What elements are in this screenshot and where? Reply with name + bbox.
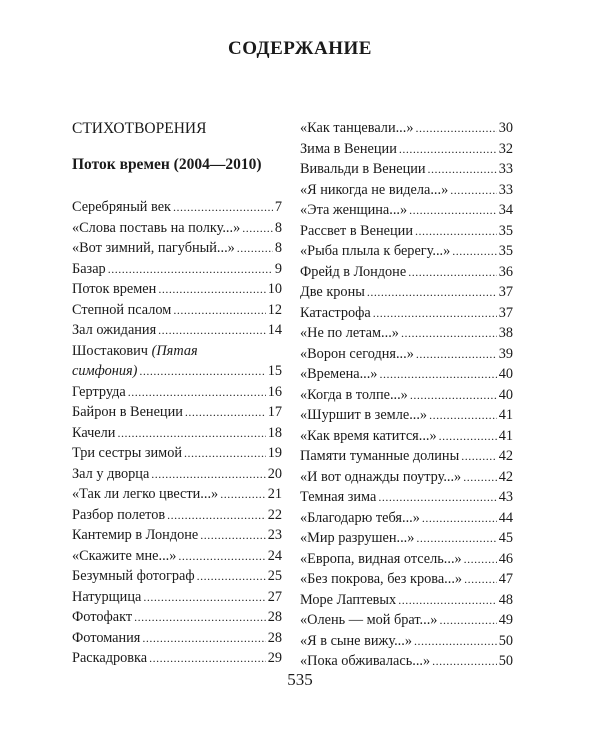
toc-entry[interactable]: [300, 631, 513, 652]
toc-entry-page: 28: [267, 609, 282, 625]
toc-entry-page: 21: [267, 486, 282, 502]
toc-entry-page: 17: [267, 404, 282, 420]
toc-entry-page: 7: [274, 199, 282, 215]
toc-entry-title: Рассвет в Венеции: [300, 222, 413, 239]
toc-entry-page: 12: [267, 301, 282, 318]
toc-entry-page: 36: [498, 263, 513, 280]
toc-entry-page: 50: [498, 653, 513, 669]
toc-entry-page: 8: [274, 219, 282, 236]
toc-entry-title: «Олень — мой брат...»: [300, 612, 438, 628]
dot-leader: [134, 607, 266, 628]
toc-entry-page: 25: [267, 568, 282, 584]
toc-entry[interactable]: [300, 180, 513, 201]
dot-leader: [178, 546, 265, 567]
toc-entry-page: 41: [498, 427, 513, 444]
toc-entry-title: Зима в Венеции: [300, 140, 397, 157]
toc-entry-title-italic: симфония): [72, 363, 138, 379]
toc-entry-title: «Скажите мне...»: [72, 547, 177, 564]
toc-entry[interactable]: [300, 467, 513, 488]
toc-entry-title: «И вот однажды поутру...»: [300, 468, 462, 485]
toc-entry[interactable]: [72, 259, 282, 280]
toc-entry-title: «Я никогда не видела...»: [300, 181, 449, 198]
toc-entry-title: «Не по летам...»: [300, 325, 399, 341]
toc-entry-title: Безумный фотограф: [72, 568, 195, 584]
toc-entry-title: «Как танцевали...»: [300, 120, 414, 136]
toc-entry-title: Байрон в Венеции: [72, 404, 183, 420]
dot-leader: [149, 648, 266, 669]
toc-entry-page: 46: [498, 550, 513, 567]
toc-entry-title: Катастрофа: [300, 304, 371, 321]
toc-entry-title: «Шуршит в земле...»: [300, 407, 428, 423]
toc-entry[interactable]: [72, 423, 282, 444]
toc-entry[interactable]: [300, 651, 513, 672]
toc-entry[interactable]: [300, 282, 513, 303]
toc-entry[interactable]: [300, 344, 513, 365]
toc-entry-page: 42: [498, 468, 513, 485]
dot-leader: [399, 139, 497, 160]
toc-entry-title: Вивальди в Венеции: [300, 161, 426, 177]
toc-column-left: [72, 118, 282, 669]
toc-entry-page: 9: [274, 260, 282, 277]
dot-leader: [167, 505, 266, 526]
dot-leader: [373, 303, 497, 324]
toc-entry-title: «Мир разрушен...»: [300, 530, 415, 546]
dot-leader: [439, 610, 496, 631]
toc-entry-title: «Европа, видная отсель...»: [300, 550, 462, 567]
toc-entry-title: Фотофакт: [72, 609, 133, 625]
toc-entry-title: Море Лаптевых: [300, 591, 397, 608]
toc-entry-page: 10: [267, 281, 282, 297]
toc-entry[interactable]: [300, 303, 513, 324]
toc-entry[interactable]: [72, 648, 282, 669]
toc-entry-page: 15: [267, 363, 282, 379]
toc-entry-page: 47: [498, 571, 513, 587]
dot-leader: [139, 361, 265, 382]
toc-entry[interactable]: [300, 159, 513, 180]
dot-leader: [415, 118, 496, 139]
dot-leader: [414, 631, 497, 652]
toc-entry[interactable]: [72, 238, 282, 259]
toc-entry-title: Натурщица: [72, 588, 142, 605]
toc-entry-title: Две кроны: [300, 284, 365, 300]
dot-leader: [416, 528, 496, 549]
toc-entry[interactable]: [72, 300, 282, 321]
toc-entry-title: Зал у дворца: [72, 465, 150, 482]
dot-leader: [464, 549, 497, 570]
dot-leader: [401, 323, 497, 344]
dot-leader: [450, 180, 496, 201]
toc-entry[interactable]: [72, 402, 282, 423]
toc-entry-title: Шостакович: [72, 342, 149, 359]
toc-entry-title: Фрейд в Лондоне: [300, 263, 407, 280]
dot-leader: [108, 259, 273, 280]
dot-leader: [461, 446, 497, 467]
dot-leader: [415, 221, 497, 242]
toc-entry[interactable]: [72, 464, 282, 485]
toc-entry[interactable]: [300, 241, 513, 262]
toc-entry[interactable]: [300, 405, 513, 426]
toc-entry[interactable]: [72, 320, 282, 341]
toc-entry-title: Степной псалом: [72, 301, 172, 318]
toc-entry-title: Кантемир в Лондоне: [72, 527, 199, 543]
toc-entry-page: 30: [498, 120, 513, 136]
toc-entry[interactable]: [300, 426, 513, 447]
dot-leader: [197, 566, 266, 587]
toc-entry[interactable]: [300, 569, 513, 590]
dot-leader: [428, 159, 497, 180]
toc-entry[interactable]: [72, 382, 282, 403]
toc-entry[interactable]: [72, 279, 282, 300]
toc-entry-page: 38: [498, 325, 513, 341]
toc-entry[interactable]: [300, 200, 513, 221]
toc-entry-page: 50: [498, 632, 513, 649]
toc-entry-title: «Ворон сегодня...»: [300, 345, 414, 362]
toc-entry[interactable]: [72, 546, 282, 567]
toc-entry-page: 22: [267, 506, 282, 523]
toc-entry[interactable]: [72, 505, 282, 526]
toc-entry-title: «Времена...»: [300, 366, 378, 382]
toc-entry-page: 29: [267, 650, 282, 666]
toc-entry-page: 48: [498, 591, 513, 608]
toc-entry-page: 41: [498, 407, 513, 423]
toc-entry-page: 24: [267, 547, 282, 564]
toc-entry-title: «Слова поставь на полку...»: [72, 219, 241, 236]
toc-entry-title: Темная зима: [300, 489, 377, 505]
dot-leader: [422, 508, 497, 529]
toc-entry-title: «Эта женщина...»: [300, 202, 408, 218]
toc-entry[interactable]: [300, 323, 513, 344]
toc-entry-page: 49: [498, 612, 513, 628]
toc-entry-page: 35: [498, 222, 513, 239]
dot-leader: [200, 525, 265, 546]
toc-entry[interactable]: [300, 508, 513, 529]
dot-leader: [143, 587, 265, 608]
toc-entry-title: «Благодарю тебя...»: [300, 509, 420, 526]
toc-entry-title: «Пока обживалась...»: [300, 653, 431, 669]
dot-leader: [416, 344, 497, 365]
toc-entry-title: «Рыба плыла к берегу...»: [300, 243, 451, 259]
toc-entry[interactable]: [300, 262, 513, 283]
toc-entry-title: Раскадровка: [72, 650, 148, 666]
dot-leader: [398, 590, 497, 611]
toc-entry-title: «Вот зимний, пагубный...»: [72, 240, 235, 256]
toc-entry[interactable]: [300, 487, 513, 508]
toc-entry[interactable]: [300, 385, 513, 406]
dot-leader: [378, 487, 496, 508]
toc-entry-page: 27: [267, 588, 282, 605]
toc-entry-page: 33: [498, 161, 513, 177]
dot-leader: [158, 320, 266, 341]
toc-entry-page: 16: [267, 383, 282, 400]
toc-column-right: [300, 118, 513, 672]
toc-entry[interactable]: [72, 525, 282, 546]
toc-entry[interactable]: [72, 218, 282, 239]
toc-entry-page: 35: [498, 243, 513, 259]
toc-entry-title: «Я в сыне вижу...»: [300, 632, 412, 649]
toc-entry-page: 23: [267, 527, 282, 543]
toc-entry-title: Базар: [72, 260, 106, 277]
toc-entry-title: Гертруда: [72, 383, 126, 400]
toc-entry-title: Серебряный век: [72, 199, 171, 215]
dot-leader: [464, 569, 497, 590]
toc-entry[interactable]: [72, 197, 282, 218]
dot-leader: [410, 385, 497, 406]
toc-entry-wrapped-first-line[interactable]: [72, 341, 282, 362]
toc-entry-page: 20: [267, 465, 282, 482]
dot-leader: [151, 464, 265, 485]
toc-entry-title: «Без покрова, без крова...»: [300, 571, 463, 587]
toc-entry[interactable]: [300, 221, 513, 242]
toc-entry-title: Памяти туманные долины: [300, 448, 460, 464]
toc-entry-title: Три сестры зимой: [72, 445, 183, 461]
toc-entry[interactable]: [300, 364, 513, 385]
toc-entry-page: 45: [498, 530, 513, 546]
subsection-heading: Поток времен (2004—2010): [72, 156, 262, 173]
dot-leader: [185, 402, 266, 423]
toc-entry-title: Фотомания: [72, 629, 141, 646]
toc-entry-title-italic: (Пятая: [151, 342, 198, 359]
dot-leader: [429, 405, 497, 426]
toc-entry-title: «Как время катится...»: [300, 427, 437, 444]
toc-entry-page: 33: [498, 181, 513, 198]
dot-leader: [432, 651, 497, 672]
toc-entry[interactable]: [300, 549, 513, 570]
toc-entry-page: 18: [267, 424, 282, 441]
toc-entry-title: Разбор полетов: [72, 506, 166, 523]
toc-entry-page: 37: [498, 284, 513, 300]
toc-entry[interactable]: [72, 607, 282, 628]
toc-entry-title: «Так ли легко цвести...»: [72, 486, 219, 502]
toc-entry[interactable]: [72, 484, 282, 505]
section-heading: СТИХОТВОРЕНИЯ: [72, 120, 207, 137]
toc-entry-page: 40: [498, 386, 513, 403]
toc-entry-title: Качели: [72, 424, 116, 441]
toc-entry-page: 8: [274, 240, 282, 256]
dot-leader: [173, 197, 273, 218]
toc-entry[interactable]: [72, 628, 282, 649]
toc-entry-title: Зал ожидания: [72, 322, 157, 338]
toc-entry-page: 34: [498, 202, 513, 218]
toc-entry-title: «Когда в толпе...»: [300, 386, 408, 403]
toc-entry[interactable]: [72, 587, 282, 608]
dot-leader: [463, 467, 497, 488]
dot-leader: [237, 238, 273, 259]
toc-entry-page: 37: [498, 304, 513, 321]
dot-leader: [409, 200, 497, 221]
toc-entry-page: 40: [498, 366, 513, 382]
dot-leader: [367, 282, 497, 303]
dot-leader: [184, 443, 266, 464]
toc-entry[interactable]: [300, 590, 513, 611]
dot-leader: [379, 364, 496, 385]
toc-entry[interactable]: [72, 443, 282, 464]
toc-entry-page: 32: [498, 140, 513, 157]
dot-leader: [173, 300, 265, 321]
toc-entry[interactable]: [72, 566, 282, 587]
toc-entry-page: 14: [267, 322, 282, 338]
page-number: 535: [287, 670, 313, 689]
toc-entry[interactable]: [300, 118, 513, 139]
toc-entry-page: 19: [267, 445, 282, 461]
toc-entry-page: 39: [498, 345, 513, 362]
toc-entry[interactable]: [300, 528, 513, 549]
toc-entry-page: 28: [267, 629, 282, 646]
toc-entry-page: 43: [498, 489, 513, 505]
dot-leader: [452, 241, 496, 262]
toc-entry-page: 44: [498, 509, 513, 526]
dot-leader: [439, 426, 497, 447]
dot-leader: [242, 218, 273, 239]
dot-leader: [408, 262, 497, 283]
toc-entry[interactable]: [300, 446, 513, 467]
page-title: СОДЕРЖАНИЕ: [228, 38, 372, 59]
toc-entry-page: 42: [498, 448, 513, 464]
dot-leader: [142, 628, 265, 649]
dot-leader: [158, 279, 265, 300]
dot-leader: [220, 484, 266, 505]
toc-entry[interactable]: [300, 139, 513, 160]
dot-leader: [128, 382, 266, 403]
toc-entry[interactable]: [72, 361, 282, 382]
toc-entry-title: Поток времен: [72, 281, 157, 297]
toc-entry[interactable]: [300, 610, 513, 631]
dot-leader: [117, 423, 265, 444]
